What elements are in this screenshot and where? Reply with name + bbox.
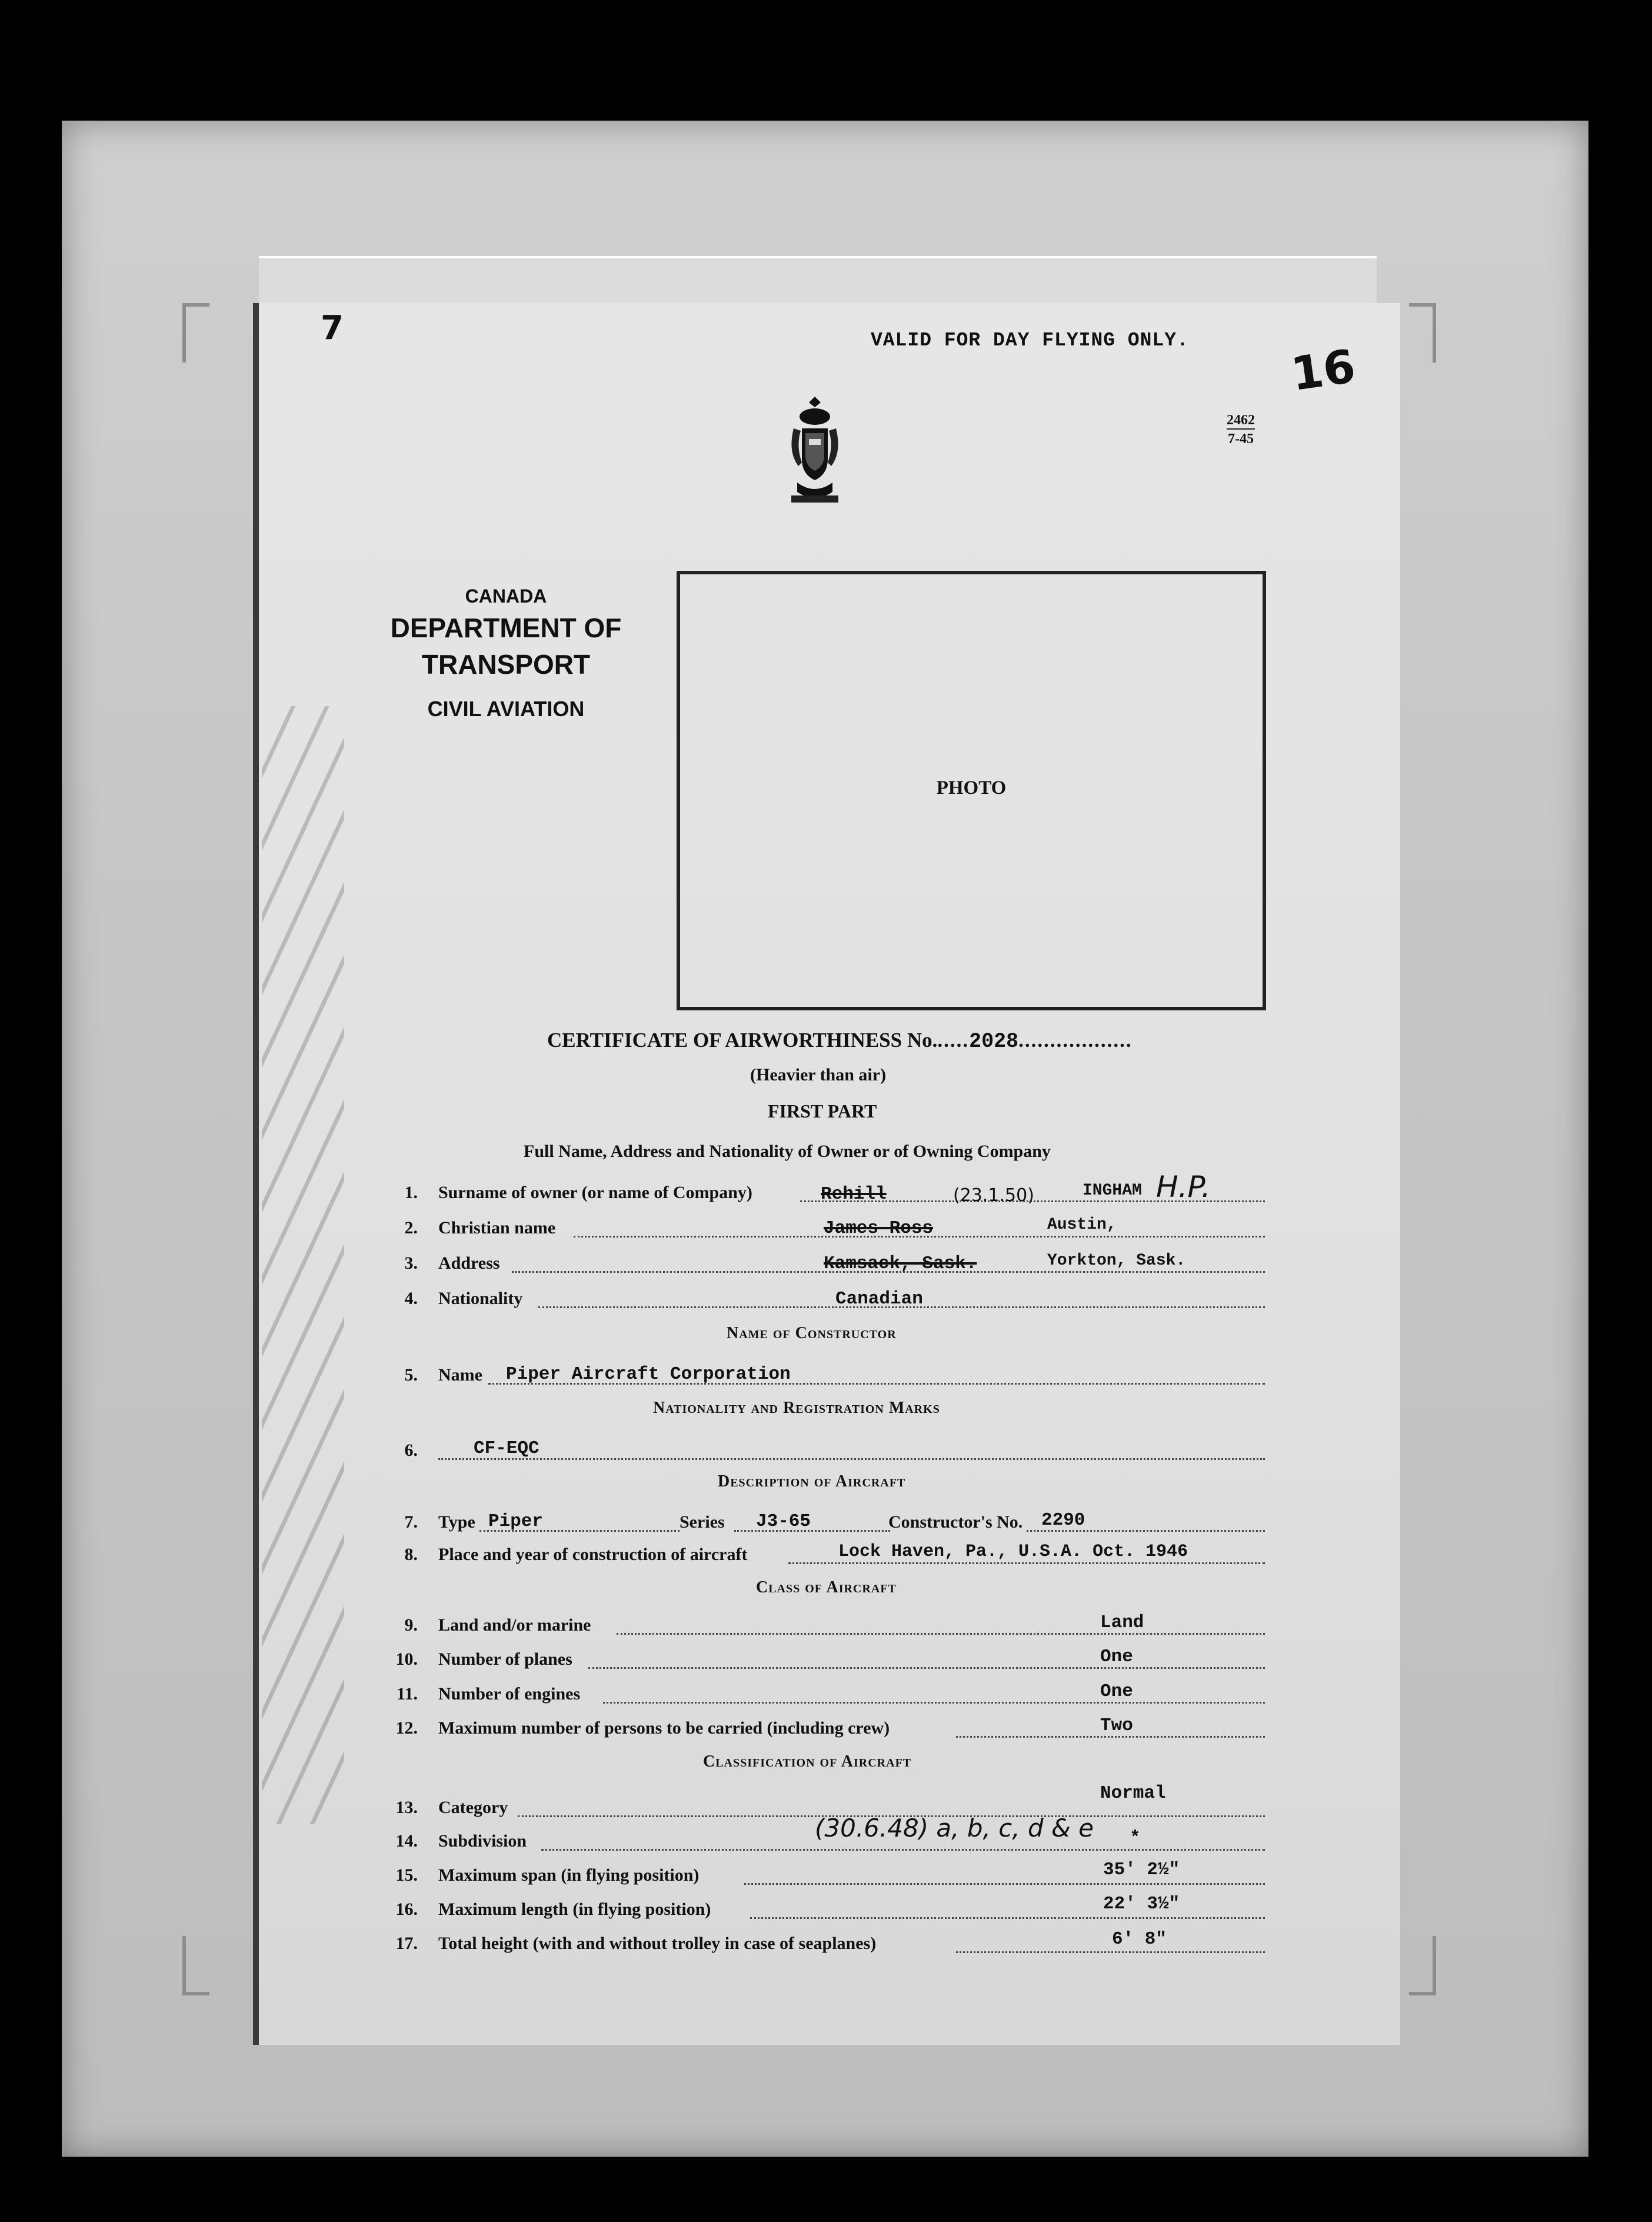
first-part-heading: FIRST PART (768, 1100, 877, 1122)
fill-line (617, 1633, 1265, 1635)
type-label: Type (438, 1512, 475, 1532)
total-height: 6' 8" (1112, 1929, 1167, 1950)
number-of-engines: One (1100, 1681, 1133, 1702)
land-marine-label: Land and/or marine (438, 1615, 591, 1635)
coat-of-arms-icon (785, 394, 844, 506)
certificate-page (253, 303, 1400, 2045)
engines-label: Number of engines (438, 1684, 581, 1704)
height-label: Total height (with and without trolley in case of seaplanes) (438, 1934, 877, 1953)
fill-line (541, 1849, 1265, 1851)
classification-heading: Classification of Aircraft (703, 1752, 912, 1771)
photo-label: PHOTO (936, 777, 1007, 799)
christian-name-struck: James Ross (824, 1218, 934, 1239)
certificate-subtitle: (Heavier than air) (750, 1065, 887, 1085)
fill-line (744, 1883, 1265, 1885)
item-number: 6. (404, 1441, 418, 1460)
crop-bracket-bottom-right (1409, 1936, 1436, 1995)
form-number (1227, 412, 1255, 447)
item-number: 17. (395, 1934, 418, 1953)
valid-day-only-note: VALID FOR DAY FLYING ONLY. (871, 330, 1189, 351)
item-number: 7. (404, 1512, 418, 1532)
constructor-name-label: Name (438, 1365, 482, 1385)
address: Yorkton, Sask. (1047, 1252, 1186, 1270)
christian-name: Austin, (1047, 1216, 1117, 1234)
fill-line (750, 1917, 1265, 1919)
land-marine: Land (1100, 1612, 1144, 1633)
subdivision-handwritten: (30.6.48) a, b, c, d & e (815, 1814, 1094, 1842)
item-number: 15. (395, 1865, 418, 1885)
fill-line (438, 1458, 1265, 1460)
item-number: 5. (404, 1365, 418, 1385)
constructor-number: 2290 (1041, 1510, 1085, 1531)
item-number: 14. (395, 1831, 418, 1851)
series-label: Series (680, 1512, 725, 1532)
owner-heading: Full Name, Address and Nationality of Owner or of Owning Company (524, 1142, 1051, 1161)
address-label: Address (438, 1253, 500, 1273)
address-struck: Kamsack, Sask. (824, 1253, 977, 1274)
item-number: 4. (404, 1289, 418, 1308)
form-number-bottom: 7-45 (1227, 428, 1255, 447)
construction-place-date: Lock Haven, Pa., U.S.A. Oct. 1946 (838, 1542, 1188, 1562)
country: CANADA (465, 586, 547, 607)
item-number: 3. (404, 1253, 418, 1273)
description-heading: Description of Aircraft (718, 1472, 906, 1491)
item-number: 9. (404, 1615, 418, 1635)
certificate-title-text: CERTIFICATE OF AIRWORTHINESS No. (547, 1029, 938, 1052)
subdivision-label: Subdivision (438, 1831, 527, 1851)
owner-surname-struck: Rehill (821, 1184, 887, 1205)
fill-line (788, 1562, 1265, 1564)
christian-name-label: Christian name (438, 1218, 556, 1238)
bleed-through-shadow (262, 706, 344, 1824)
max-length: 22' 3½" (1103, 1894, 1180, 1914)
owner-change-date: (23.1.50) (953, 1185, 1034, 1206)
aircraft-type: Piper (488, 1511, 544, 1532)
fill-line (956, 1736, 1265, 1738)
nationality-marks-heading: Nationality and Registration Marks (653, 1399, 940, 1417)
crop-bracket-bottom-left (182, 1936, 209, 1995)
department-line-2: TRANSPORT (421, 649, 591, 680)
owner-surname-label: Surname of owner (or name of Company) (438, 1183, 752, 1202)
form-number-top: 2462 (1227, 413, 1255, 428)
owner-initials: H.P. (1156, 1170, 1211, 1204)
crop-bracket-top-right (1409, 303, 1436, 362)
crop-bracket-top-left (182, 303, 209, 362)
fill-line (956, 1951, 1265, 1953)
length-label: Maximum length (in flying position) (438, 1900, 711, 1919)
subdivision-mark: * (1130, 1828, 1141, 1848)
item-number: 2. (404, 1218, 418, 1238)
constructor-no-label: Constructor's No. (888, 1512, 1023, 1532)
fill-line (588, 1667, 1265, 1669)
agency-block (377, 586, 635, 721)
number-of-planes: One (1100, 1646, 1133, 1667)
planes-label: Number of planes (438, 1649, 572, 1669)
construction-place-label: Place and year of construction of aircraft (438, 1545, 748, 1564)
max-persons: Two (1100, 1715, 1133, 1736)
certificate-title: CERTIFICATE OF AIRWORTHINESS No......2028.................. (547, 1029, 1133, 1053)
owner-surname: INGHAM (1083, 1182, 1142, 1200)
item-number: 13. (395, 1798, 418, 1817)
item-number: 12. (395, 1718, 418, 1738)
constructor-heading: Name of Constructor (727, 1324, 897, 1342)
span-label: Maximum span (in flying position) (438, 1865, 700, 1885)
department-line-1: DEPARTMENT OF (390, 613, 622, 643)
item-number: 11. (397, 1684, 418, 1704)
persons-label: Maximum number of persons to be carried (including crew) (438, 1718, 890, 1738)
series: J3-65 (756, 1511, 811, 1532)
class-heading: Class of Aircraft (756, 1578, 897, 1596)
photo-box (677, 571, 1266, 1010)
registration-marks: CF-EQC (474, 1438, 539, 1459)
item-number: 10. (395, 1649, 418, 1669)
corner-mark: 7 (321, 309, 344, 347)
max-span: 35' 2½" (1103, 1860, 1180, 1880)
item-number: 8. (404, 1545, 418, 1564)
item-number: 16. (395, 1900, 418, 1919)
fill-line (603, 1702, 1265, 1704)
category: Normal (1100, 1783, 1166, 1804)
certificate-number: 2028 (969, 1030, 1019, 1053)
handwritten-page-number: 16 (1288, 340, 1359, 402)
constructor-name: Piper Aircraft Corporation (506, 1364, 791, 1385)
nationality: Canadian (835, 1289, 923, 1309)
category-label: Category (438, 1798, 508, 1817)
branch: CIVIL AVIATION (427, 697, 585, 721)
item-number: 1. (404, 1183, 418, 1202)
nationality-label: Nationality (438, 1289, 523, 1308)
